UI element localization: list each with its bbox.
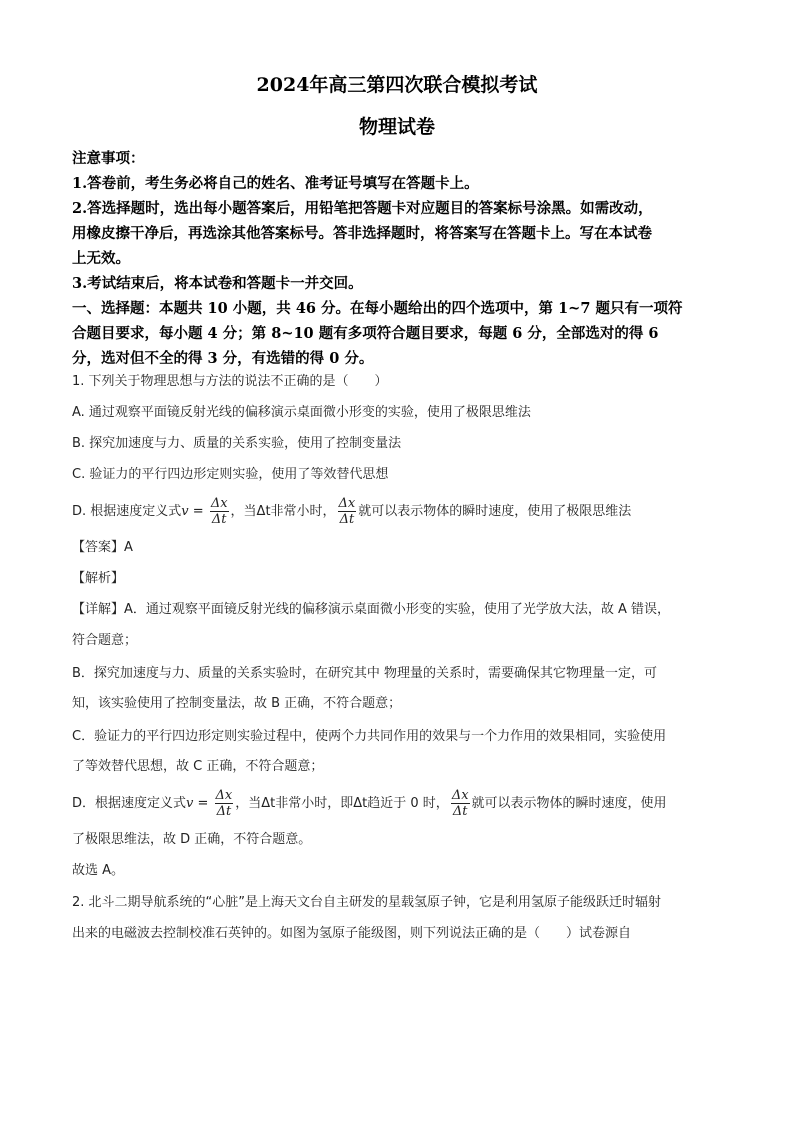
velocity-symbol-2: v	[186, 796, 194, 811]
detail-d-prefix: D．根据速度定义式	[72, 796, 187, 811]
fraction-numerator-4: Δx	[451, 788, 469, 803]
question-1-option-c: C. 验证力的平行四边形定则实验，使用了等效替代思想	[72, 467, 389, 482]
notice-item-2-line-1: 2.答选择题时，选出每小题答案后，用铅笔把答题卡对应题目的答案标号涂黑。如需改动，	[72, 200, 653, 217]
fraction-denominator-4: Δt	[452, 804, 468, 819]
section-1-line-3: 分，选对但不全的得 3 分，有选错的得 0 分。	[72, 350, 374, 367]
notice-item-1: 1.答卷前，考生务必将自己的姓名、准考证号填写在答题卡上。	[72, 175, 479, 192]
fraction-denominator-2: Δt	[339, 512, 355, 527]
detail-d-line-1	[72, 786, 732, 822]
question-2-stem-line-2: 出来的电磁波去控制校准石英钟的。如图为氢原子能级图，则下列说法正确的是（ ）试卷源自	[72, 926, 632, 941]
analysis-label: 【解析】	[72, 571, 125, 586]
question-1-option-d	[72, 494, 732, 530]
velocity-fraction-2	[338, 496, 357, 527]
equals-sign-2: =	[193, 796, 213, 811]
question-1-conclusion: 故选 A。	[72, 863, 125, 878]
detail-b-line-2: 知，该实验使用了控制变量法，故 B 正确，不符合题意；	[72, 696, 402, 711]
notice-item-2-line-3: 上无效。	[72, 250, 130, 267]
fraction-numerator-3: Δx	[215, 788, 233, 803]
detail-c-line-1: C．验证力的平行四边形定则实验过程中，使两个力共同作用的效果与一个力作用的效果相同，实验使用	[72, 729, 667, 744]
subject-title: 物理试卷	[358, 116, 435, 138]
option-d-prefix: D. 根据速度定义式	[72, 504, 182, 519]
velocity-symbol: v	[181, 504, 189, 519]
detail-a-line-2: 符合题意；	[72, 633, 138, 648]
section-1-line-2: 合题目要求，每小题 4 分；第 8~10 题有多项符合题目要求，每题 6 分，全部选对的得 6	[72, 325, 659, 342]
detail-d-suffix: 就可以表示物体的瞬时速度，使用	[471, 796, 667, 811]
notice-item-3: 3.考试结束后，将本试卷和答题卡一并交回。	[72, 275, 363, 292]
section-1-line-1: 一、选择题：本题共 10 小题，共 46 分。在每小题给出的四个选项中，第 1~7 题只有一项符	[72, 300, 683, 317]
detail-d-middle: ，当Δt非常小时，即Δt趋近于 0 时，	[235, 796, 449, 811]
notice-item-2-line-2: 用橡皮擦干净后，再选涂其他答案标号。答非选择题时，将答案写在答题卡上。写在本试卷	[72, 225, 652, 242]
question-1-option-a: A. 通过观察平面镜反射光线的偏移演示桌面微小形变的实验，使用了极限思维法	[72, 405, 531, 420]
velocity-fraction	[210, 496, 229, 527]
question-1-stem: 1. 下列关于物理思想与方法的说法不正确的是（ ）	[72, 374, 388, 389]
detail-b-line-1: B．探究加速度与力、质量的关系实验时，在研究其中 物理量的关系时，需要确保其它物理量一定，可	[72, 666, 658, 681]
equals-sign: =	[188, 504, 208, 519]
fraction-numerator: Δx	[210, 496, 228, 511]
velocity-fraction-4	[451, 788, 470, 819]
detail-c-line-2: 了等效替代思想，故 C 正确，不符合题意；	[72, 759, 324, 774]
fraction-numerator-2: Δx	[338, 496, 356, 511]
fraction-denominator: Δt	[211, 512, 227, 527]
detail-a-line-1: 【详解】A．通过观察平面镜反射光线的偏移演示桌面微小形变的实验，使用了光学放大法，故 A 错误，	[72, 602, 671, 617]
answer-label: 【答案】A	[72, 540, 133, 555]
velocity-fraction-3	[215, 788, 234, 819]
detail-d-line-2: 了极限思维法，故 D 正确，不符合题意。	[72, 832, 312, 847]
option-d-middle: ，当Δt非常小时，	[230, 504, 336, 519]
notice-heading: 注意事项：	[72, 150, 145, 167]
question-2-stem-line-1: 2. 北斗二期导航系统的“心脏”是上海天文台自主研发的星载氢原子钟，它是利用氢原子能级跃迁时辐射	[72, 895, 662, 910]
fraction-denominator-3: Δt	[216, 804, 232, 819]
option-d-suffix: 就可以表示物体的瞬时速度，使用了极限思维法	[358, 504, 632, 519]
question-1-option-b: B. 探究加速度与力、质量的关系实验，使用了控制变量法	[72, 436, 402, 451]
exam-title: 2024年高三第四次联合模拟考试	[256, 74, 538, 96]
